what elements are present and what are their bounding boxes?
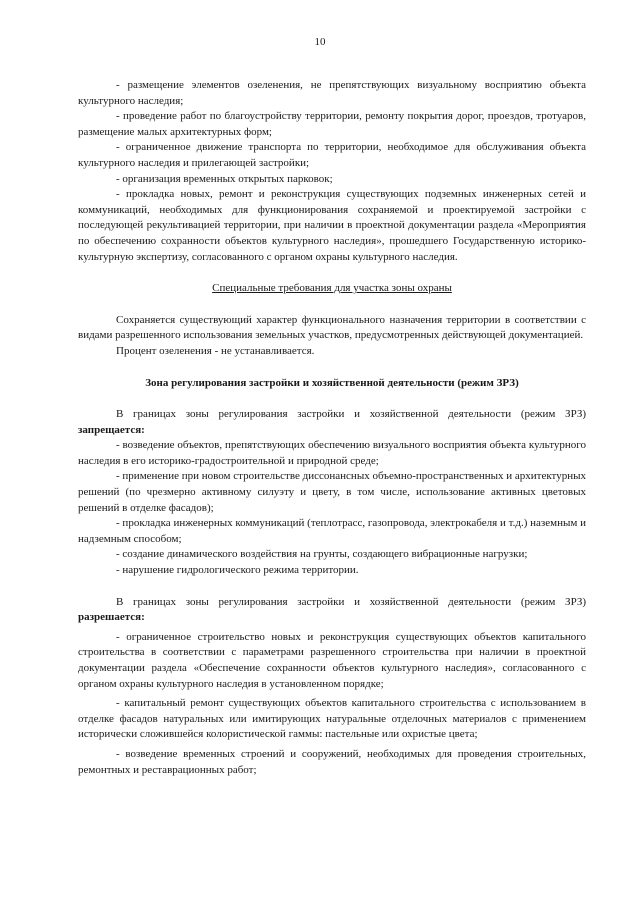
list-item: - нарушение гидрологического режима территории. (116, 564, 359, 577)
paragraph: - ограниченное движение транспорта по территории, необходимое для обслуживания объекта культурного наследия и прилегающей застройки; (78, 141, 586, 169)
zone-heading: Зона регулирования застройки и хозяйственной деятельности (режим ЗРЗ) (145, 376, 519, 389)
list-item: - создание динамического воздействия на грунты, создающего вибрационные нагрузки; (116, 548, 528, 561)
list-item: - ограниченное строительство новых и реконструкция существующих объектов капитального строительства в соответствии с параметрами разрешенного строительства при наличии в проектной документации раздела «Обеспечение сохранности объектов культурного наследия», согласованного с органом охраны культурного наследия в установленном порядке; (78, 630, 586, 690)
page-number: 10 (314, 36, 326, 48)
list-item: - прокладка инженерных коммуникаций (теплотрасс, газопровода, электрокабеля и т.д.) наземным и надземным способом; (78, 517, 586, 545)
allowed-intro: В границах зоны регулирования застройки и хозяйственной деятельности (режим ЗРЗ) разрешается: (78, 595, 586, 624)
paragraph: Сохраняется существующий характер функционального назначения территории в соответствии с видами разрешенного использования земельных участков, предусмотренных действующей документацией. (78, 313, 586, 342)
special-requirements-heading: Специальные требования для участка зоны охраны (212, 282, 452, 295)
paragraph: Процент озеленения - не устанавливается. (116, 344, 315, 357)
list-item: - возведение временных строений и сооружений, необходимых для проведения строительных, ремонтных и реставрационных работ; (78, 747, 586, 776)
paragraph: - прокладка новых, ремонт и реконструкция существующих подземных инженерных сетей и коммуникаций, необходимых для функционирования сохраняемой и проектируемой застройки с последующей рекультивацией территории, при наличии в проектной документации раздела «Мероприятия по обеспечению сохранности объектов культурного наследия», прошедшего Государственную историко-культурную экспертизу, согласованного с органом охраны культурного наследия. (78, 188, 586, 263)
document-body (78, 78, 586, 778)
paragraph: - размещение элементов озеленения, не препятствующих визуальному восприятию объекта культурного наследия; (78, 79, 586, 107)
list-item: - применение при новом строительстве диссонансных объемно-пространственных и архитектурных решений (по чрезмерно активному силуэту и цвету, в том числе, использование активных цветовых решений в отделке фасадов); (78, 470, 586, 514)
paragraph: - организация временных открытых парковок; (116, 172, 333, 185)
list-item: - капитальный ремонт существующих объектов капитального строительства с использованием в отделке фасадов натуральных или имитирующих натуральные отделочных материалов с применением исторически сложившейся колористической гаммы: пастельные или охристые цвета; (78, 697, 586, 741)
list-item: - возведение объектов, препятствующих обеспечению визуального восприятия объекта культурного наследия в его историко-градостроительной и природной среде; (78, 439, 586, 467)
paragraph: - проведение работ по благоустройству территории, ремонту покрытия дорог, проездов, тротуаров, размещение малых архитектурных форм; (78, 110, 586, 138)
prohibited-intro: В границах зоны регулирования застройки и хозяйственной деятельности (режим ЗРЗ) запрещается: (78, 408, 586, 436)
